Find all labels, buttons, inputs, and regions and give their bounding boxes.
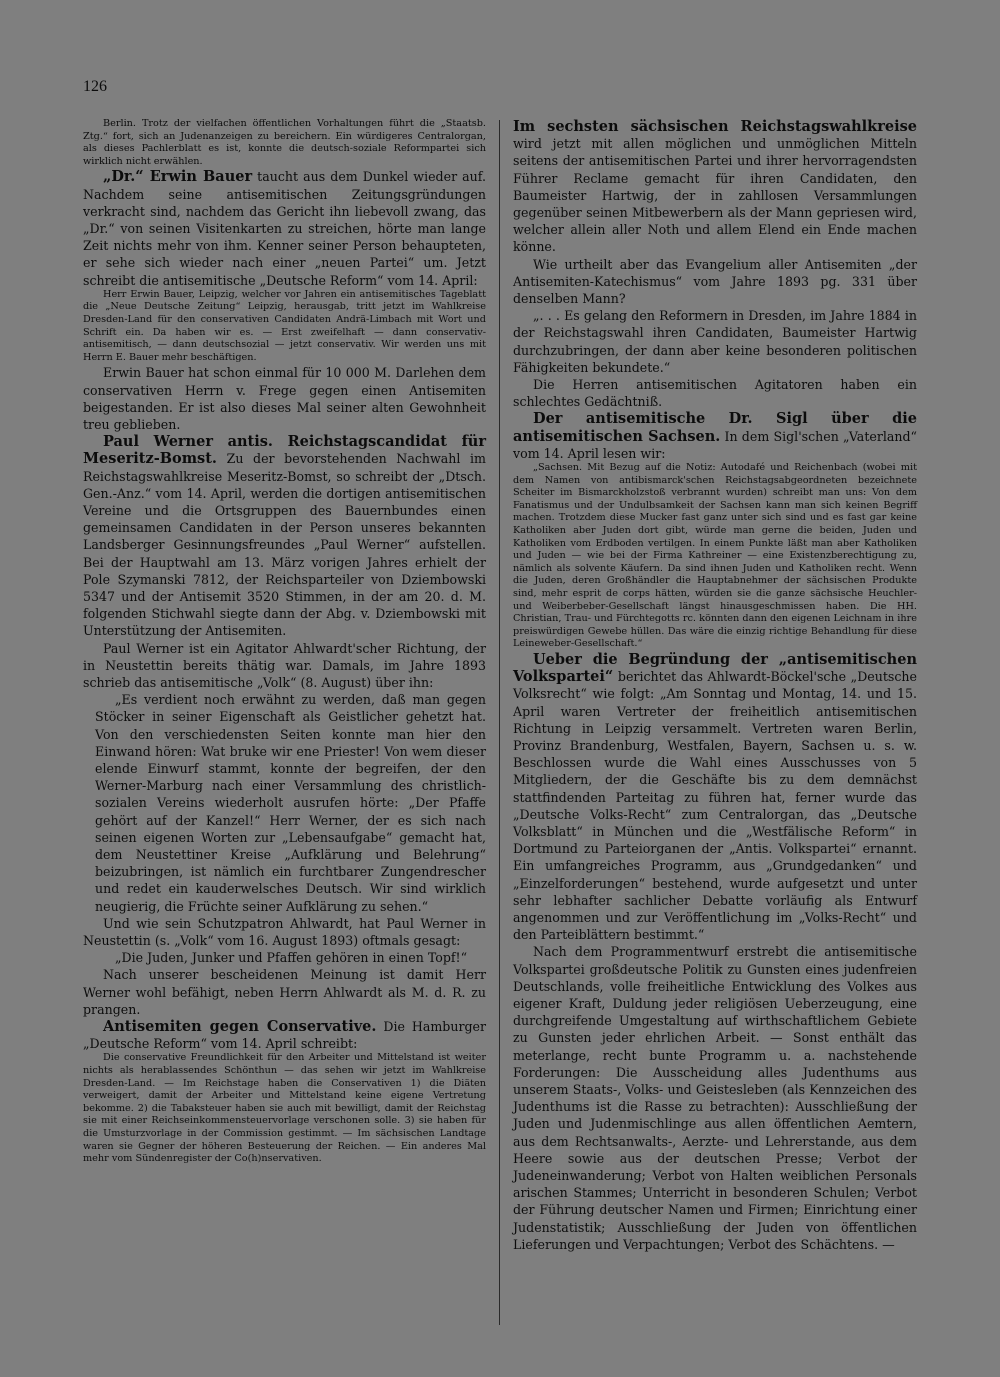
- left-paragraph: [83, 118, 486, 168]
- right-paragraph: [513, 256, 917, 308]
- left-column: [83, 118, 486, 1166]
- article-heading: Ueber die Begründung der „antisemitischen Volkspartei“: [513, 650, 917, 686]
- paragraph-text: wird jetzt mit allen möglichen und unmöglichen Mitteln seitens der antisemitischen Partei und ihrer hervorragendsten Führer Reclame gemacht für ihren Candidaten, den Baumeister Hartwig, der in zahllosen Versammlungen gegenüber seinen Mitbewerbern als der Mann gepriesen wird, welcher allein aller Noth und allem Elend ein Ende machen könne.: [513, 136, 917, 255]
- paragraph-text: berichtet das Ahlwardt-Böckel'sche „Deutsche Volksrecht“ wie folgt: „Am Sonntag und Montag, 14. und 15. April waren Vertreter der freiheitlich antisemitischen Richtung in Leipzig versammelt. Vertreten waren Berlin, Provinz Brandenburg, Westfalen, Bayern, Sachsen u. s. w. Beschlossen wurde die Wahl eines Ausschusses von 5 Mitgliedern, der die Geschäfte bis zu dem demnächst stattfindenden Parteitag zu führen hat, ferner wurde das „Deutsche Volks-Recht“ zum Centralorgan, das „Deutsche Volksblatt“ in München und die „Westfälische Reform“ in Dortmund zu Parteiorganen der „Antis. Volkspartei“ ernannt. Ein umfangreiches Programm, aus „Grundgedanken“ und „Einzelforderungen“ bestehend, wurde aufgesetzt und unter sehr lebhafter sachlicher Debatte vorläufig als Entwurf angenommen und zur Veröffentlichung im „Volks-Recht“ und den Parteiblättern bestimmt.“: [513, 669, 917, 943]
- paragraph-text: Erwin Bauer hat schon einmal für 10 000 M. Darlehen dem conservativen Herrn v. Frege gegen einen Antisemiten beigestanden. Er ist also dieses Mal seiner alten Gewohnheit treu geblieben.: [83, 365, 486, 432]
- right-paragraph: [513, 118, 917, 256]
- paragraph-text: Nach dem Programmentwurf erstrebt die antisemitische Volkspartei großdeutsche Politik zu Gunsten eines judenfreien Deutschlands, volle freiheitliche Entwicklung des Volkes aus eigener Kraft, Duldung jeder religiösen Ueberzeugung, eine durchgreifende Umgestaltung auf wirthschaftlichem Gebiete zu Gunsten jeder ehrlichen Arbeit. — Sonst enthält das meterlange, recht bunte Programm u. a. nachstehende Forderungen: Die Ausscheidung alles Judenthums aus unserem Staats-, Volks- und Geistesleben (als Kennzeichen des Judenthums ist die Rasse zu betrachten): Ausschließung der Juden und Judenmischlinge aus allen öffentlichen Aemtern, aus dem Rechtsanwalts-, Aerzte- und Lehrerstande, aus dem Heere sowie aus der deutschen Presse; Verbot der Judeneinwanderung; Verbot von Halten weiblichen Personals arischen Stammes; Unterricht in besonderen Schulen; Verbot der Führung deutscher Namen und Firmen; Einrichtung einer Judenstatistik; Ausschließung der Juden von öffentlichen Lieferungen und Verpachtungen; Verbot des Schächtens. —: [513, 944, 917, 1252]
- left-paragraph: [83, 289, 486, 365]
- right-paragraph: [513, 651, 917, 943]
- paragraph-text: Herr Erwin Bauer, Leipzig, welcher vor Jahren ein antisemitisches Tageblatt die „Neue Deutsche Zeitung“ Leipzig, herausgab, tritt jetzt im Wahlkreise Dresden-Land für den conservativen Candidaten Andrä-Limbach mit Wort und Schrift ein. Da haben wir es. — Erst zweifelhaft — dann conservativ-antisemitisch, — dann deutschsozial — jetzt conservativ. Wir werden uns mit Herrn E. Bauer mehr beschäftigen.: [83, 288, 486, 363]
- right-paragraph: [513, 462, 917, 651]
- left-paragraph: [83, 640, 486, 692]
- left-paragraph: [83, 1018, 486, 1052]
- page-number: 126: [83, 78, 107, 95]
- paragraph-text: Paul Werner ist ein Agitator Ahlwardt'scher Richtung, der in Neustettin bereits thätig war. Damals, im Jahre 1893 schrieb das antisemitische „Volk“ (8. August) über ihn:: [83, 640, 486, 691]
- paragraph-text: Berlin. Trotz der vielfachen öffentlichen Vorhaltungen führt die „Staatsb. Ztg.“ fort, sich an Judenanzeigen zu bereichern. Ein würdigeres Centralorgan, als dieses Pachlerblatt es ist, konnte die deutsch-soziale Reformpartei sich wirklich nicht erwählen.: [83, 118, 486, 167]
- paragraph-text: Die Hamburger „Deutsche Reform“ vom 14. April schreibt:: [83, 1019, 487, 1052]
- article-heading: „Dr.“ Erwin Bauer: [103, 168, 253, 186]
- paragraph-text: taucht aus dem Dunkel wieder auf. Nachdem seine antisemitischen Zeitungsgründungen verkracht sind, nachdem das Gericht ihn liebevoll zwang, das „Dr.“ von seinen Visitenkarten zu streichen, hörte man lange Zeit nichts mehr von ihm. Kenner seiner Person behaupteten, er sehe sich wieder nach einer „neuen Partei“ um. Jetzt schreibt die antisemitische „Deutsche Reform“ vom 14. April:: [83, 169, 486, 288]
- left-paragraph: [83, 966, 486, 1018]
- left-paragraph: [83, 915, 486, 949]
- right-paragraph: [513, 943, 917, 1253]
- right-column: [513, 118, 917, 1253]
- column-divider: [499, 120, 500, 1325]
- paragraph-text: Und wie sein Schutzpatron Ahlwardt, hat Paul Werner in Neustettin (s. „Volk“ vom 16. August 1893) oftmals gesagt:: [83, 915, 486, 949]
- paragraph-text: Zu der bevorstehenden Nachwahl im Reichstagswahlkreise Meseritz-Bomst, so schreibt der „Dtsch. Gen.-Anz.“ vom 14. April, werden die dortigen antisemitischen Vereine und die Ortsgruppen des Bauernbundes einen gemeinsamen Candidaten in der Person unseres bekannten Landsberger Gesinnungsfreundes „Paul Werner“ aufstellen. Bei der Hauptwahl am 13. März vorigen Jahres erhielt der Pole Szymanski 7812, der Reichsparteiler von Dziembowski 5347 und der Antisemit 3520 Stimmen, in der am 20. d. M. folgenden Stichwahl siegte dann der Abg. v. Dziembowski mit Unterstützung der Antisemiten.: [83, 451, 486, 639]
- paragraph-text: „. . . Es gelang den Reformern in Dresden, im Jahre 1884 in der Reichstagswahl ihren Candidaten, Baumeister Hartwig durchzubringen, der dann aber keine besonderen politischen Fähigkeiten bekundete.“: [513, 308, 917, 375]
- left-paragraph: [83, 364, 486, 433]
- right-paragraph: [513, 376, 917, 410]
- paragraph-text: „Es verdient noch erwähnt zu werden, daß man gegen Stöcker in seiner Eigenschaft als Geistlicher gehetzt hat. Von den verschiedensten Seiten konnte man hier den Einwand hören: Wat bruke wir ene Priester! Von wem dieser elende Einwurf stammt, konnte der begreifen, der den Werner-Marburg nach einer Versammlung des christlich-sozialen Vereins wiederholt ausrufen hörte: „Der Pfaffe gehört auf der Kanzel!“ Herr Werner, der es sich nach seinen eigenen Worten zur „Lebensaufgabe“ gemacht hat, dem Neustettiner Kreise „Aufklärung und Belehrung“ beizubringen, ist nämlich ein furchtbarer Zungendrescher und redet ein kauderwelsches Deutsch. Wir sind wirklich neugierig, die Früchte seiner Aufklärung zu sehen.“: [95, 692, 486, 914]
- left-paragraph: [83, 1052, 486, 1165]
- paragraph-text: Die Herren antisemitischen Agitatoren haben ein schlechtes Gedächtniß.: [513, 377, 917, 410]
- right-paragraph: [513, 307, 917, 376]
- paragraph-text: In dem Sigl'schen „Vaterland“ vom 14. April lesen wir:: [513, 428, 917, 461]
- paragraph-text: „Die Juden, Junker und Pfaffen gehören in einen Topf!“: [115, 950, 468, 966]
- article-heading: Der antisemitische Dr. Sigl über die antisemitischen Sachsen.: [513, 410, 917, 445]
- left-paragraph: [83, 949, 486, 966]
- article-heading: Im sechsten sächsischen Reichstagswahlkreise: [513, 118, 917, 135]
- left-paragraph: [83, 691, 486, 915]
- paragraph-text: „Sachsen. Mit Bezug auf die Notiz: Autodafé und Reichenbach (wobei mit dem Namen von antibismarck'schen Reichstagsabgeordneten bezeichnete Scheiter im Bismarckholzstoß verbrannt wurden) schreibt man uns: Von dem Fanatismus und der Undulbsamkeit der Sachsen kann man sich keinen Begriff machen. Trotzdem diese Mucker fast ganz unter sich sind und es fast gar keine Katholiken aber Juden dort gibt, würde man gerne die beiden, Juden und Katholiken vom Erdboden vertilgen. In einem Punkte läßt man aber Katholiken und Juden — wie bei der Firma Kathreiner — eine Existenzberechtigung zu, nämlich als solvente Käufern. Da sind ihnen Juden und Katholiken recht. Wenn die Juden, deren Großhändler die Hauptabnehmer der sächsischen Produkte sind, mehr esprit de corps hätten, würden sie die ganze sächsische Heuchler- und Weiberbeber-Gesellschaft längst hinausgeschmissen haben. Die HH. Christian, Trau- und Fürchtegotts rc. könnten dann den eigenen Leichnam in ihre preiswürdigen Gewebe hüllen. Das wäre die einzig richtige Behandlung für diese Leineweber-Gesellschaft.“: [513, 462, 917, 650]
- paragraph-text: Wie urtheilt aber das Evangelium aller Antisemiten „der Antisemiten-Katechismus“ vom Jahre 1893 pg. 331 über denselben Mann?: [513, 256, 917, 307]
- article-heading: Paul Werner antis. Reichstagscandidat für Meseritz-Bomst.: [83, 433, 486, 468]
- right-paragraph: [513, 410, 917, 462]
- paragraph-text: Die conservative Freundlichkeit für den Arbeiter und Mittelstand ist weiter nichts als herablassendes Schönthun — das sehen wir jetzt im Wahlkreise Dresden-Land. — Im Reichstage haben die Conservativen 1) die Diäten verweigert, damit der Arbeiter und Mittelstand keine eigene Vertretung bekomme. 2) die Tabaksteuer haben sie auch mit bewilligt, damit der Reichstag sie mit einer Reichseinkommensteuervorlage verschonen solle. 3) sie haben für die Umsturzvorlage in der Commission gestimmt. — Im sächsischen Landtage waren sie Gegner der höheren Besteuerung der Reichen. — Ein anderes Mal mehr vom Sündenregister der Co(h)nservativen.: [83, 1052, 486, 1165]
- left-paragraph: [83, 168, 486, 288]
- left-paragraph: [83, 433, 486, 639]
- paragraph-text: Nach unserer bescheidenen Meinung ist damit Herr Werner wohl befähigt, neben Herrn Ahlwardt als M. d. R. zu prangen.: [83, 967, 486, 1017]
- article-heading: Antisemiten gegen Conservative.: [103, 1018, 377, 1036]
